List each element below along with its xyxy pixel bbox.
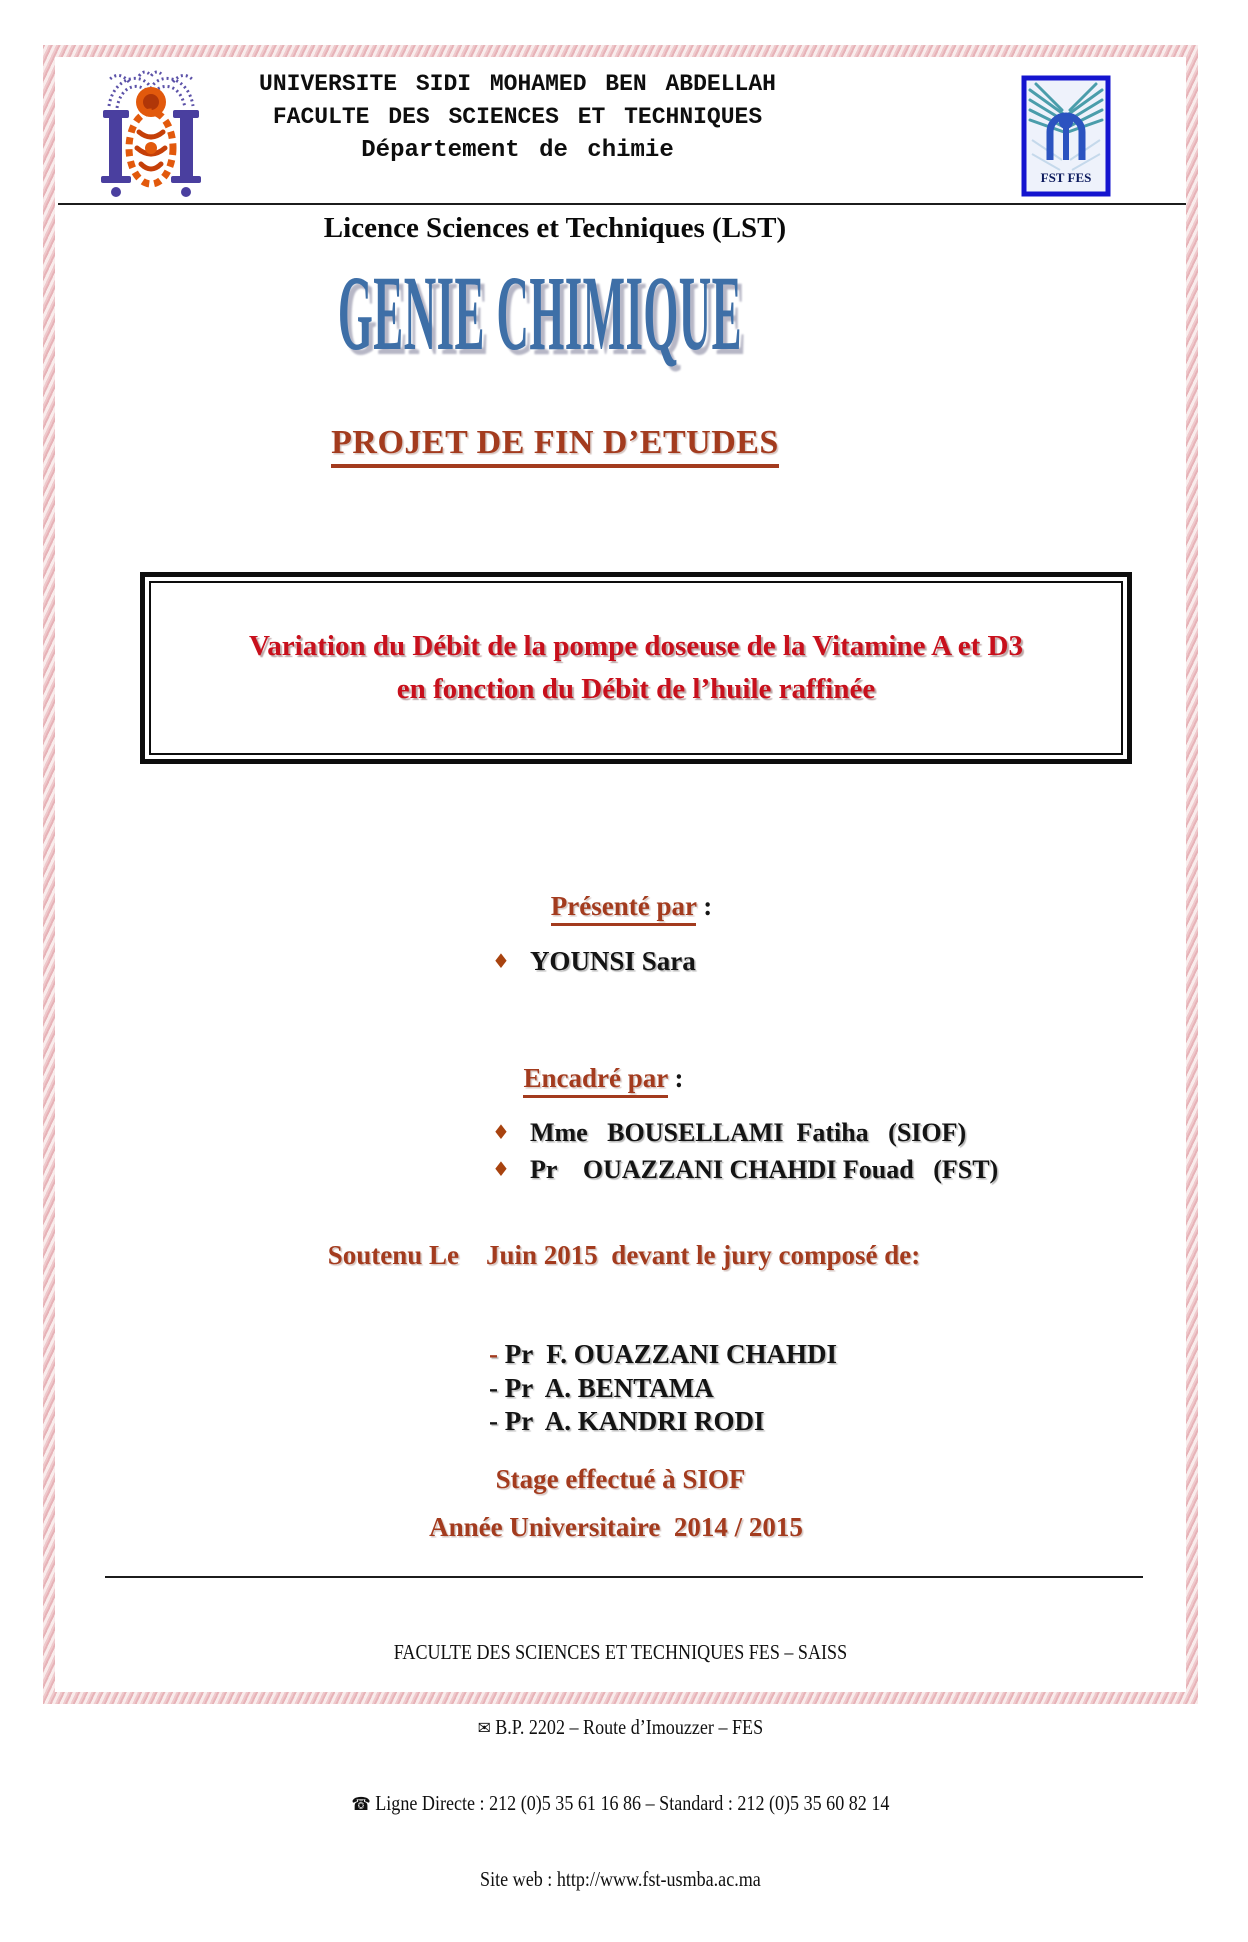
supervisor-name: Pr OUAZZANI CHAHDI Fouad (FST) [529, 1155, 999, 1184]
defense-line: Soutenu Le Juin 2015 devant le jury composé de: [327, 1240, 921, 1270]
footer-website-line [87, 1867, 1154, 1892]
project-title-box-inner [149, 581, 1123, 755]
diamond-bullet-icon: ♦ [492, 949, 510, 973]
phone-icon: ☎ [351, 1794, 371, 1815]
fst-fes-caption: FST FES [1040, 170, 1092, 185]
university-name: UNIVERSITE SIDI MOHAMED BEN ABDELLAH [259, 71, 776, 97]
supervised-by-colon: : [667, 1063, 684, 1093]
project-title-line2: en fonction du Débit de l’huile raffinée [396, 673, 876, 705]
letterhead [230, 68, 805, 167]
student-row [476, 928, 696, 995]
supervised-by-label: Encadré par [523, 1063, 667, 1098]
presented-by-colon: : [696, 891, 713, 921]
project-title-line1: Variation du Débit de la pompe doseuse de la Vitamine A et D3 [249, 630, 1023, 662]
department-name: Département de chimie [361, 137, 674, 164]
doc-type-title [155, 424, 955, 462]
presented-by-label: Présenté par [551, 891, 697, 926]
jury-dash: - [489, 1339, 505, 1369]
footer-website-label: Site web : [480, 1867, 557, 1891]
footer [87, 1590, 1154, 1942]
footer-phone-text: Ligne Directe : 212 (0)5 35 61 16 86 – Standard : 212 (0)5 35 60 82 14 [370, 1791, 890, 1815]
doc-type-text: PROJET DE FIN D’ETUDES [331, 424, 779, 468]
project-title-box [140, 572, 1132, 764]
diamond-bullet-icon: ♦ [492, 1120, 510, 1144]
internship-line: Stage effectué à SIOF [495, 1464, 746, 1494]
footer-website-url[interactable]: http://www.fst-usmba.ac.ma [556, 1867, 761, 1891]
supervisor-row [476, 1137, 998, 1203]
footer-phone-line [87, 1791, 1154, 1817]
faculty-name: FACULTE DES SCIENCES ET TECHNIQUES [272, 104, 763, 130]
jury-member-name: Pr A. BENTAMA [504, 1373, 714, 1403]
mail-icon: ✉ [477, 1718, 491, 1739]
header-rule [58, 203, 1186, 205]
program-title: Licence Sciences et Techniques (LST) [323, 212, 787, 244]
specialty-wordart: GENIE CHIMIQUE [337, 255, 743, 373]
jury-dash: - [489, 1373, 505, 1403]
supervisor-name: Mme BOUSELLAMI Fatiha (SIOF) [529, 1118, 967, 1147]
footer-rule [105, 1576, 1143, 1578]
footer-address-text: B.P. 2202 – Route d’Imouzzer – FES [490, 1715, 764, 1739]
footer-faculty-line: FACULTE DES SCIENCES ET TECHNIQUES FES – SAISS [393, 1640, 848, 1664]
fst-fes-logo [1022, 76, 1110, 201]
jury-member-row [462, 1375, 765, 1468]
usmba-logo [95, 66, 207, 211]
jury-member-name: Pr A. KANDRI RODI [504, 1406, 765, 1436]
diamond-bullet-icon: ♦ [492, 1157, 510, 1181]
academic-year-line: Année Universitaire 2014 / 2015 [429, 1512, 803, 1542]
jury-dash: - [489, 1406, 505, 1436]
fst-fes-logo-graphic [1022, 76, 1110, 196]
footer-address-line [87, 1715, 1154, 1741]
usmba-logo-graphic [95, 66, 207, 206]
student-name: YOUNSI Sara [529, 946, 696, 976]
jury-member-name: Pr F. OUAZZANI CHAHDI [504, 1339, 838, 1369]
